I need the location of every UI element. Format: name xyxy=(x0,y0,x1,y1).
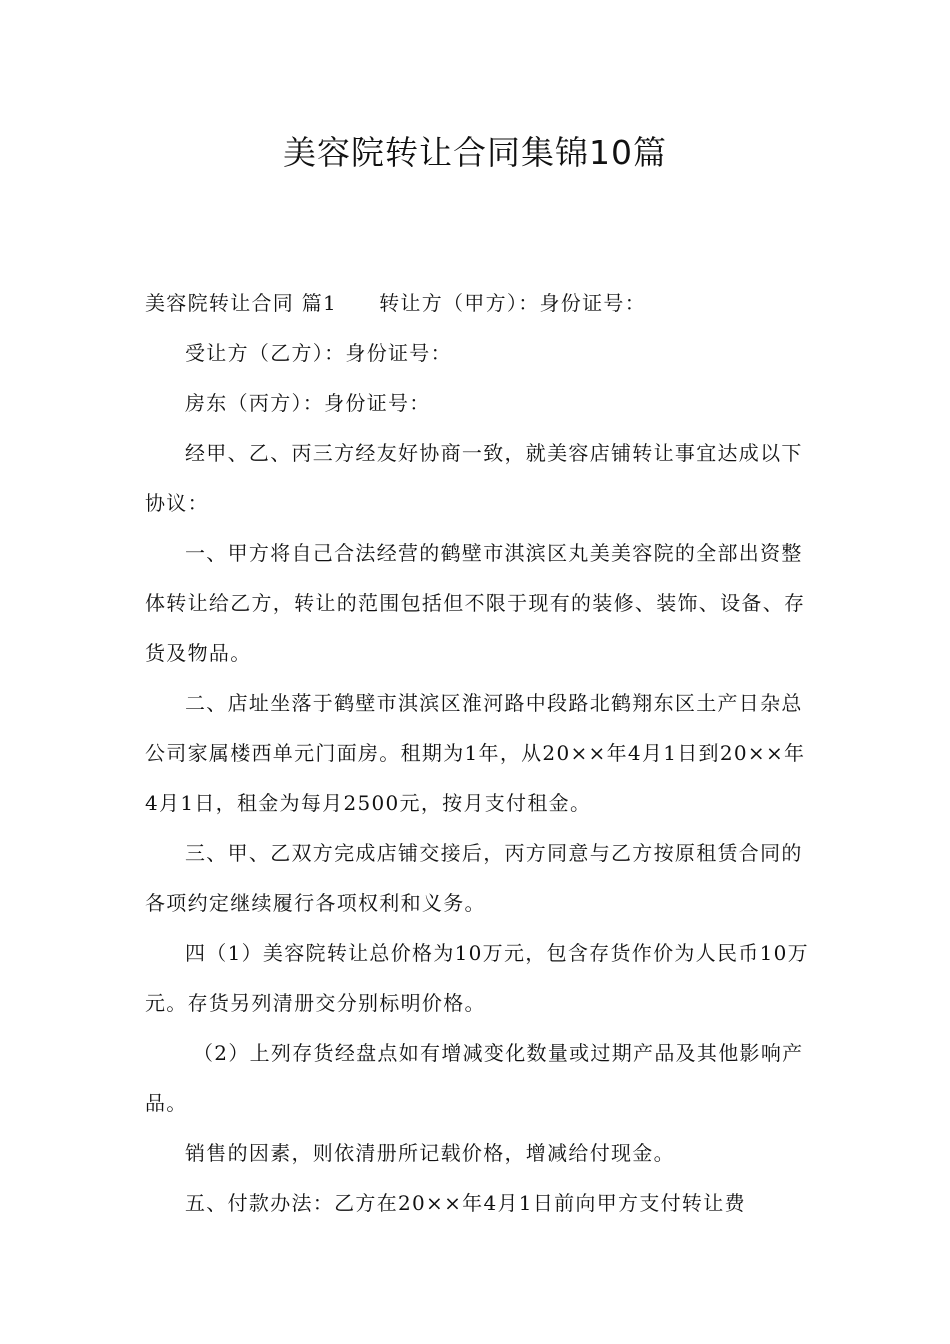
intro-heading: 美容院转让合同 篇1 xyxy=(145,291,338,315)
paragraph: 五、付款办法：乙方在20××年4月1日前向甲方支付转让费 xyxy=(185,1191,746,1215)
paragraph: 销售的因素，则依清册所记载价格，增减给付现金。 xyxy=(185,1141,675,1165)
paragraph: 一、甲方将自己合法经营的鹤壁市淇滨区丸美美容院的全部出资整体转让给乙方，转让的范围包括但不限于现有的装修、装饰、设备、存货及物品。 xyxy=(145,541,806,665)
paragraph: （2）上列存货经盘点如有增减变化数量或过期产品及其他影响产品。 xyxy=(145,1041,804,1115)
paragraph: 四（1）美容院转让总价格为10万元，包含存货作价为人民币10万元。存货另列清册交分别标明价格。 xyxy=(145,941,809,1015)
paragraph: 经甲、乙、丙三方经友好协商一致，就美容店铺转让事宜达成以下协议： xyxy=(145,441,803,515)
paragraph: 三、甲、乙双方完成店铺交接后，丙方同意与乙方按原租赁合同的各项约定继续履行各项权利和义务。 xyxy=(145,841,803,915)
party-a-line: 转让方（甲方）：身份证号： xyxy=(379,291,646,315)
document-title: 美容院转让合同集锦10篇 xyxy=(283,133,667,172)
paragraph: 二、店址坐落于鹤壁市淇滨区淮河路中段路北鹤翔东区土产日杂总公司家属楼西单元门面房。租期为1年，从20××年4月1日到20××年4月1日，租金为每月2500元，按月支付租金。 xyxy=(145,691,806,815)
paragraph: 受让方（乙方）：身份证号： xyxy=(185,341,452,365)
paragraph: 房东（丙方）：身份证号： xyxy=(185,391,431,415)
intro-line xyxy=(145,278,810,328)
document-body xyxy=(145,278,810,1228)
